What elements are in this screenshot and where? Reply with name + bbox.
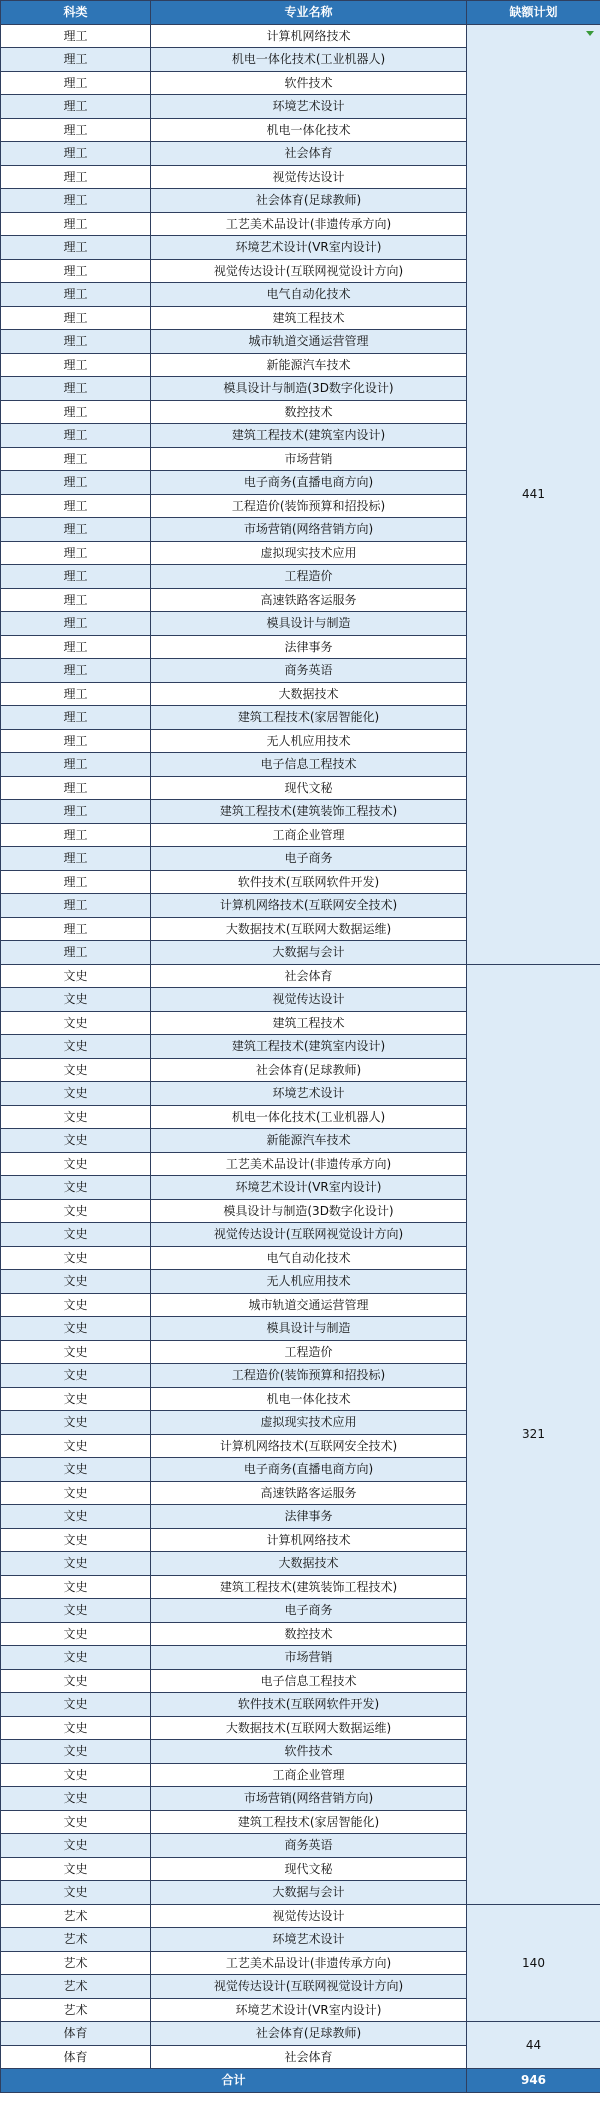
major-cell[interactable]: 大数据技术(互联网大数据运维) [151,917,467,941]
category-cell[interactable]: 文史 [1,1082,151,1106]
category-cell[interactable]: 文史 [1,1622,151,1646]
category-cell[interactable]: 理工 [1,800,151,824]
category-cell[interactable]: 文史 [1,1223,151,1247]
table-row[interactable] [1,1904,600,1928]
category-cell[interactable]: 文史 [1,1528,151,1552]
major-cell[interactable]: 建筑工程技术(建筑室内设计) [151,424,467,448]
category-cell[interactable]: 文史 [1,1458,151,1482]
major-cell[interactable]: 计算机网络技术 [151,1528,467,1552]
major-cell[interactable]: 高速铁路客运服务 [151,1481,467,1505]
major-cell[interactable]: 大数据技术 [151,1552,467,1576]
category-cell[interactable]: 文史 [1,1552,151,1576]
category-cell[interactable]: 文史 [1,1035,151,1059]
category-cell[interactable]: 文史 [1,1011,151,1035]
header-major: 专业名称 [151,1,467,25]
category-cell[interactable]: 文史 [1,1434,151,1458]
major-cell[interactable]: 电子信息工程技术 [151,1669,467,1693]
major-cell[interactable]: 计算机网络技术(互联网安全技术) [151,1434,467,1458]
major-cell[interactable]: 电子商务 [151,847,467,871]
major-cell[interactable]: 软件技术 [151,71,467,95]
category-cell[interactable]: 理工 [1,447,151,471]
category-cell[interactable]: 理工 [1,729,151,753]
category-cell[interactable]: 文史 [1,1152,151,1176]
major-cell[interactable]: 机电一体化技术 [151,118,467,142]
category-cell[interactable]: 文史 [1,1387,151,1411]
major-cell[interactable]: 高速铁路客运服务 [151,588,467,612]
major-cell[interactable]: 社会体育(足球教师) [151,1058,467,1082]
major-cell[interactable]: 社会体育 [151,964,467,988]
category-cell[interactable]: 文史 [1,1834,151,1858]
major-cell[interactable]: 视觉传达设计 [151,165,467,189]
category-cell[interactable]: 理工 [1,518,151,542]
category-cell[interactable]: 理工 [1,400,151,424]
category-cell[interactable]: 理工 [1,306,151,330]
major-cell[interactable]: 市场营销(网络营销方向) [151,1787,467,1811]
category-cell[interactable]: 文史 [1,1176,151,1200]
category-cell[interactable]: 文史 [1,1129,151,1153]
category-cell[interactable]: 理工 [1,259,151,283]
major-cell[interactable]: 模具设计与制造 [151,1317,467,1341]
category-cell[interactable]: 理工 [1,941,151,965]
category-cell[interactable]: 理工 [1,353,151,377]
major-cell[interactable]: 模具设计与制造(3D数字化设计) [151,377,467,401]
major-cell[interactable]: 工艺美术品设计(非遗传承方向) [151,1152,467,1176]
major-cell[interactable]: 虚拟现实技术应用 [151,1411,467,1435]
major-cell[interactable]: 视觉传达设计(互联网视觉设计方向) [151,1223,467,1247]
category-cell[interactable]: 理工 [1,142,151,166]
category-cell[interactable]: 文史 [1,988,151,1012]
major-cell[interactable]: 工商企业管理 [151,1763,467,1787]
category-cell[interactable]: 理工 [1,635,151,659]
category-cell[interactable]: 文史 [1,1669,151,1693]
category-cell[interactable]: 理工 [1,165,151,189]
major-cell[interactable]: 社会体育 [151,2045,467,2069]
category-cell[interactable]: 艺术 [1,1975,151,1999]
major-cell[interactable]: 社会体育(足球教师) [151,189,467,213]
major-cell[interactable]: 视觉传达设计(互联网视觉设计方向) [151,1975,467,1999]
category-cell[interactable]: 理工 [1,753,151,777]
major-cell[interactable]: 建筑工程技术(建筑装饰工程技术) [151,800,467,824]
quota-value: 44 [525,2038,542,2052]
category-cell[interactable]: 理工 [1,494,151,518]
major-cell[interactable]: 新能源汽车技术 [151,353,467,377]
major-cell[interactable]: 电子商务(直播电商方向) [151,1458,467,1482]
category-cell[interactable]: 文史 [1,1740,151,1764]
major-cell[interactable]: 电气自动化技术 [151,1246,467,1270]
major-cell[interactable]: 大数据与会计 [151,941,467,965]
major-cell[interactable]: 工商企业管理 [151,823,467,847]
category-cell[interactable]: 艺术 [1,1998,151,2022]
header-row [1,1,600,25]
major-cell[interactable]: 工艺美术品设计(非遗传承方向) [151,212,467,236]
major-cell[interactable]: 建筑工程技术(建筑装饰工程技术) [151,1575,467,1599]
major-cell[interactable]: 虚拟现实技术应用 [151,541,467,565]
quota-value: 140 [522,1955,545,1970]
major-cell[interactable]: 电子商务 [151,1599,467,1623]
quota-value: 441 [522,487,545,501]
major-cell[interactable]: 工程造价 [151,1340,467,1364]
major-cell[interactable]: 环境艺术设计(VR室内设计) [151,1998,467,2022]
major-cell[interactable]: 环境艺术设计 [151,95,467,119]
major-cell[interactable]: 现代文秘 [151,776,467,800]
category-cell[interactable]: 理工 [1,236,151,260]
major-cell[interactable]: 大数据技术 [151,682,467,706]
major-cell[interactable]: 建筑工程技术(家居智能化) [151,1810,467,1834]
category-cell[interactable]: 理工 [1,682,151,706]
major-cell[interactable]: 工程造价(装饰预算和招投标) [151,494,467,518]
category-cell[interactable]: 理工 [1,471,151,495]
major-cell[interactable]: 法律事务 [151,1505,467,1529]
category-cell[interactable]: 理工 [1,48,151,72]
category-cell[interactable]: 文史 [1,1293,151,1317]
category-cell[interactable]: 体育 [1,2045,151,2069]
category-cell[interactable]: 理工 [1,95,151,119]
category-cell[interactable]: 艺术 [1,1951,151,1975]
category-cell[interactable]: 文史 [1,1881,151,1905]
category-cell[interactable]: 理工 [1,706,151,730]
major-cell[interactable]: 模具设计与制造(3D数字化设计) [151,1199,467,1223]
major-cell[interactable]: 市场营销 [151,1646,467,1670]
major-cell[interactable]: 环境艺术设计(VR室内设计) [151,236,467,260]
category-cell[interactable]: 理工 [1,823,151,847]
category-cell[interactable]: 理工 [1,588,151,612]
header-category: 科类 [1,1,151,25]
major-cell[interactable]: 城市轨道交通运营管理 [151,330,467,354]
category-cell[interactable]: 文史 [1,1716,151,1740]
category-cell[interactable]: 艺术 [1,1928,151,1952]
major-cell[interactable]: 机电一体化技术(工业机器人) [151,48,467,72]
major-cell[interactable]: 新能源汽车技术 [151,1129,467,1153]
major-cell[interactable]: 商务英语 [151,1834,467,1858]
major-cell[interactable]: 视觉传达设计(互联网视觉设计方向) [151,259,467,283]
category-cell[interactable]: 理工 [1,894,151,918]
category-cell[interactable]: 体育 [1,2022,151,2046]
category-cell[interactable]: 文史 [1,964,151,988]
category-cell[interactable]: 艺术 [1,1904,151,1928]
total-row [1,2069,600,2093]
major-cell[interactable]: 建筑工程技术(家居智能化) [151,706,467,730]
category-cell[interactable]: 文史 [1,1340,151,1364]
table-body [1,24,600,2069]
category-cell[interactable]: 文史 [1,1317,151,1341]
major-cell[interactable]: 现代文秘 [151,1857,467,1881]
major-cell[interactable]: 社会体育 [151,142,467,166]
category-cell[interactable]: 文史 [1,1763,151,1787]
major-cell[interactable]: 软件技术 [151,1740,467,1764]
major-cell[interactable]: 无人机应用技术 [151,1270,467,1294]
category-cell[interactable]: 理工 [1,424,151,448]
category-cell[interactable]: 理工 [1,212,151,236]
major-cell[interactable]: 工程造价 [151,565,467,589]
major-cell[interactable]: 市场营销 [151,447,467,471]
category-cell[interactable]: 理工 [1,377,151,401]
major-cell[interactable]: 数控技术 [151,400,467,424]
quota-cell[interactable] [467,24,600,964]
category-cell[interactable]: 理工 [1,659,151,683]
category-cell[interactable]: 理工 [1,541,151,565]
category-cell[interactable]: 文史 [1,1693,151,1717]
major-cell[interactable]: 软件技术(互联网软件开发) [151,870,467,894]
category-cell[interactable]: 理工 [1,870,151,894]
category-cell[interactable]: 理工 [1,612,151,636]
major-cell[interactable]: 环境艺术设计 [151,1082,467,1106]
major-cell[interactable]: 电子信息工程技术 [151,753,467,777]
category-cell[interactable]: 文史 [1,1599,151,1623]
category-cell[interactable]: 文史 [1,1646,151,1670]
major-cell[interactable]: 模具设计与制造 [151,612,467,636]
major-cell[interactable]: 机电一体化技术(工业机器人) [151,1105,467,1129]
category-cell[interactable]: 文史 [1,1199,151,1223]
major-cell[interactable]: 环境艺术设计(VR室内设计) [151,1176,467,1200]
major-cell[interactable]: 城市轨道交通运营管理 [151,1293,467,1317]
major-cell[interactable]: 工程造价(装饰预算和招投标) [151,1364,467,1388]
category-cell[interactable]: 理工 [1,283,151,307]
major-cell[interactable]: 计算机网络技术 [151,24,467,48]
major-cell[interactable]: 软件技术(互联网软件开发) [151,1693,467,1717]
table-row[interactable] [1,24,600,48]
category-cell[interactable]: 理工 [1,71,151,95]
header-quota: 缺额计划 [467,1,600,25]
category-cell[interactable]: 文史 [1,1270,151,1294]
category-cell[interactable]: 文史 [1,1058,151,1082]
major-cell[interactable]: 工艺美术品设计(非遗传承方向) [151,1951,467,1975]
category-cell[interactable]: 文史 [1,1575,151,1599]
major-cell[interactable]: 建筑工程技术 [151,306,467,330]
major-cell[interactable]: 电子商务(直播电商方向) [151,471,467,495]
quota-value: 321 [522,1427,545,1441]
major-cell[interactable]: 视觉传达设计 [151,988,467,1012]
category-cell[interactable]: 理工 [1,565,151,589]
category-cell[interactable]: 文史 [1,1411,151,1435]
major-cell[interactable]: 计算机网络技术(互联网安全技术) [151,894,467,918]
category-cell[interactable]: 文史 [1,1810,151,1834]
category-cell[interactable]: 文史 [1,1246,151,1270]
major-cell[interactable]: 大数据技术(互联网大数据运维) [151,1716,467,1740]
category-cell[interactable]: 文史 [1,1787,151,1811]
category-cell[interactable]: 文史 [1,1105,151,1129]
major-cell[interactable]: 建筑工程技术(建筑室内设计) [151,1035,467,1059]
category-cell[interactable]: 理工 [1,118,151,142]
major-cell[interactable]: 大数据与会计 [151,1881,467,1905]
major-cell[interactable]: 环境艺术设计 [151,1928,467,1952]
major-cell[interactable]: 商务英语 [151,659,467,683]
category-cell[interactable]: 理工 [1,776,151,800]
major-cell[interactable]: 社会体育(足球教师) [151,2022,467,2046]
category-cell[interactable]: 理工 [1,24,151,48]
major-cell[interactable]: 电气自动化技术 [151,283,467,307]
total-label: 合计 [1,2069,467,2093]
table-row[interactable] [1,2022,600,2046]
major-cell[interactable]: 建筑工程技术 [151,1011,467,1035]
dropdown-arrow-icon[interactable] [586,31,594,36]
major-cell[interactable]: 视觉传达设计 [151,1904,467,1928]
category-cell[interactable]: 理工 [1,189,151,213]
quota-cell[interactable] [467,2022,600,2069]
table-row[interactable] [1,964,600,988]
total-value: 946 [467,2069,600,2093]
category-cell[interactable]: 文史 [1,1364,151,1388]
category-cell[interactable]: 文史 [1,1857,151,1881]
quota-cell[interactable] [467,964,600,1904]
category-cell[interactable]: 文史 [1,1481,151,1505]
category-cell[interactable]: 理工 [1,330,151,354]
major-cell[interactable]: 法律事务 [151,635,467,659]
category-cell[interactable]: 理工 [1,917,151,941]
category-cell[interactable]: 文史 [1,1505,151,1529]
major-cell[interactable]: 市场营销(网络营销方向) [151,518,467,542]
major-cell[interactable]: 机电一体化技术 [151,1387,467,1411]
major-cell[interactable]: 无人机应用技术 [151,729,467,753]
quota-cell[interactable] [467,1904,600,2022]
major-cell[interactable]: 数控技术 [151,1622,467,1646]
category-cell[interactable]: 理工 [1,847,151,871]
